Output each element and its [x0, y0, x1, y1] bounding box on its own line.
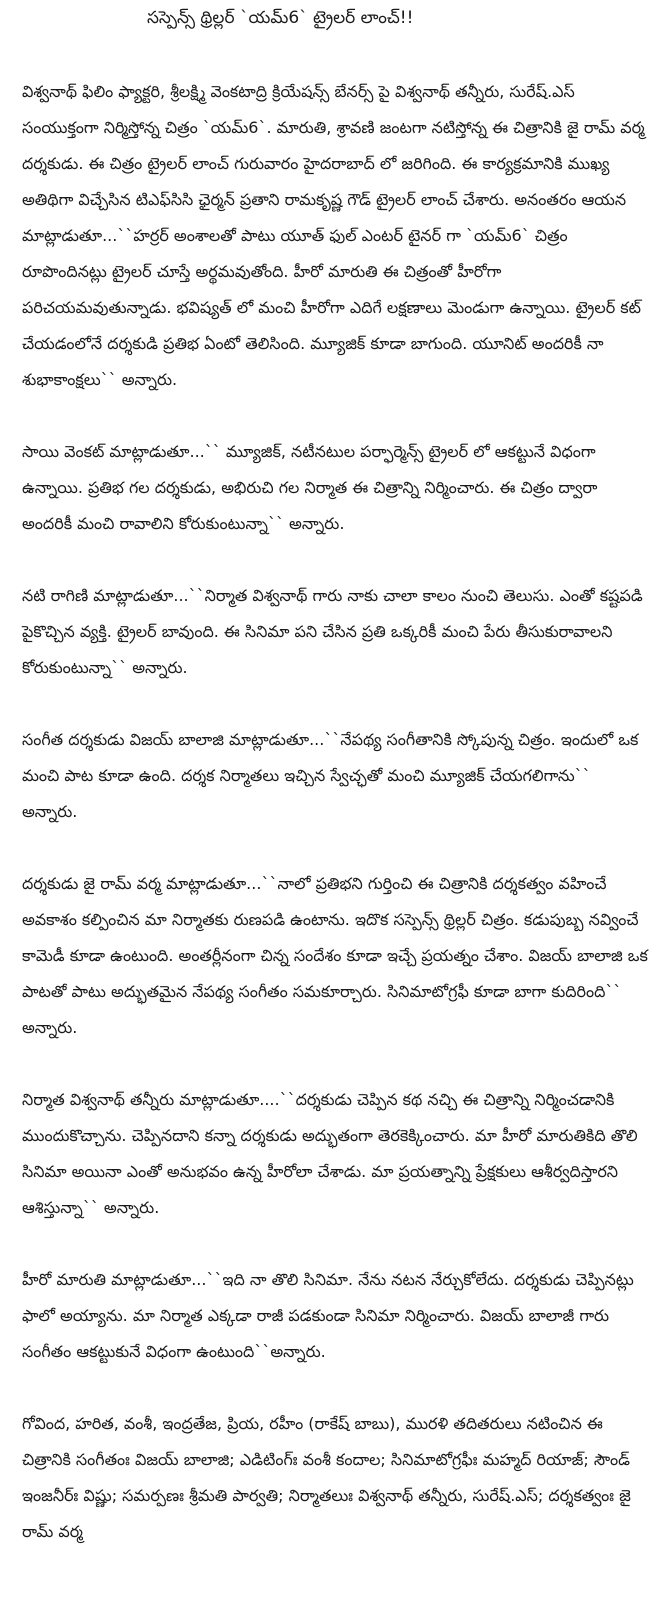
paragraph-vijay-balaji: సంగీత దర్శకుడు విజయ్ బాలాజి మాట్లాడుతూ...``నేపథ్య సంగీతానికి స్కోపున్న చిత్రం. ఇందులో ఒక మంచి పాట కూడా ఉంది. దర్శక నిర్మాతలు ఇచ్చిన స్వేచ్ఛతో మంచి మ్యూజిక్ చేయగలిగాను`` అన్నారు.	[22, 730, 639, 821]
article-title: సస్పెన్స్ థ్రిల్లర్ `యమ్6` ట్రైలర్ లాంచ్!!	[147, 8, 414, 28]
paragraph-sai-venkat: సాయి వెంకట్ మాట్లాడుతూ...`` మ్యూజిక్, నటీనటుల పర్ఫార్మెన్స్ ట్రైలర్ లో ఆకట్టునే విధంగా ఉన్నాయి. ప్రతిభ గల దర్శకుడు, అభిరుచి గల నిర్మాత ఈ చిత్రాన్ని నిర్మించారు. ఈ చిత్రం ద్వారా అందరికీ మంచి రావాలిని కోరుకుంటున్నా`` అన్నారు.	[22, 442, 598, 533]
paragraph-credits: గోవింద, హరిత, వంశీ, ఇంద్రతేజ, ప్రియ, రహీం (రాకేష్ బాబు), మురళి తదితరులు నటించిన ఈ చిత్రానికి సంగీతంః విజయ్ బాలాజి; ఎడిటింగ్ః వంశీ కందాల; సినిమాటోగ్రఫీః మహ్మద్ రియాజ్; సౌండ్ ఇంజనీర్ః విష్ణు; సమర్పణః శ్రీమతి పార్వతి; నిర్మాతలుః విశ్వనాథ్ తన్నీరు, సురేష్.ఎస్; దర్శకత్వంః జై రామ్ వర్మ	[22, 1414, 631, 1541]
paragraph-trailer-launch: విశ్వనాథ్ ఫిలిం ఫ్యాక్టరి, శ్రీలక్ష్మి వెంకటాద్రి క్రియేషన్స్ బేనర్స్ పై విశ్వనాథ్ తన్నీరు, సురేష్.ఎస్ సంయుక్తంగా నిర్మిస్తోన్న చిత్రం `యమ్6`. మారుతి, శ్రావణి జంటగా నటిస్తోన్న ఈ చిత్రానికి జై రామ్ వర్మ దర్శకుడు. ఈ చిత్రం ట్రైలర్ లాంచ్ గురువారం హైదరాబాద్ లో జరిగింది. ఈ కార్యక్రమానికి ముఖ్య అతిథిగా విచ్చేసిన టిఎఫ్‌సిసి ఛైర్మన్ ప్రతాని రామకృష్ణ గౌడ్ ట్రైలర్ లాంచ్ చేశారు. అనంతరం ఆయన మాట్లాడుతూ...``హర్రర్ అంశాలతో పాటు యూత్ ఫుల్ ఎంటర్ టైనర్ గా `యమ్6` చిత్రం రూపొందినట్లు ట్రైలర్ చూస్తే అర్థమవుతోంది. హీరో మారుతి ఈ చిత్రంతో హీరోగా పరిచయమవుతున్నాడు. భవిష్యత్ లో మంచి హీరోగా ఎదిగే లక్షణాలు మెండుగా ఉన్నాయి. ట్రైలర్ కట్ చేయడంలోనే దర్శకుడి ప్రతిభ ఏంటో తెలిసింది. మ్యూజిక్ కూడా బాగుంది. యూనిట్ అందరికీ నా శుభాకాంక్షలు`` అన్నారు.	[22, 82, 645, 389]
paragraph-ragini: నటి రాగిణి మాట్లాడుతూ...``నిర్మాత విశ్వనాథ్ గారు నాకు చాలా కాలం నుంచి తెలుసు. ఎంతో కష్టపడి పైకొచ్చిన వ్యక్తి. ట్రైలర్ బావుంది. ఈ సినిమా పని చేసిన ప్రతి ఒక్కరికీ మంచి పేరు తీసుకురావాలని కోరుకుంటున్నా`` అన్నారు.	[22, 586, 643, 677]
article-body	[22, 74, 648, 1550]
paragraph-director: దర్శకుడు జై రామ్ వర్మ మాట్లాడుతూ...``నాలో ప్రతిభని గుర్తించి ఈ చిత్రానికి దర్శకత్వం వహించే అవకాశం కల్పించిన మా నిర్మాతకు రుణపడి ఉంటాను. ఇదొక సస్పెన్స్ థ్రిల్లర్ చిత్రం. కడుపుబ్బ నవ్వించే కామెడీ కూడా ఉంటుంది. అంతర్లీనంగా చిన్న సందేశం కూడా ఇచ్చే ప్రయత్నం చేశాం. విజయ్ బాలాజి ఒక పాటతో పాటు అద్భుతమైన నేపథ్య సంగీతం సమకూర్చారు. సినిమాటోగ్రఫీ కూడా బాగా కుదిరింది`` అన్నారు.	[22, 874, 648, 1037]
paragraph-hero-maruthi: హీరో మారుతి మాట్లాడుతూ...``ఇది నా తొలి సినిమా. నేను నటన నేర్చుకోలేదు. దర్శకుడు చెప్పినట్లు ఫాలో అయ్యాను. మా నిర్మాత ఎక్కడా రాజీ పడకుండా సినిమా నిర్మించారు. విజయ్ బాలాజీ గారు సంగీతం ఆకట్టుకునే విధంగా ఉంటుంది``అన్నారు.	[22, 1270, 634, 1361]
paragraph-producer: నిర్మాత విశ్వనాథ్ తన్నీరు మాట్లాడుతూ....``దర్శకుడు చెప్పిన కథ నచ్చి ఈ చిత్రాన్ని నిర్మించడానికి ముందుకొచ్చాను. చెప్పినదాని కన్నా దర్శకుడు అద్భుతంగా తెరకెక్కించారు. మా హీరో మారుతికిది తొలి సినిమా అయినా ఎంతో అనుభవం ఉన్న హీరోలా చేశాడు. మా ప్రయత్నాన్ని ప్రేక్షకులు ఆశీర్వదిస్తారని ఆశిస్తున్నా`` అన్నారు.	[22, 1090, 638, 1217]
